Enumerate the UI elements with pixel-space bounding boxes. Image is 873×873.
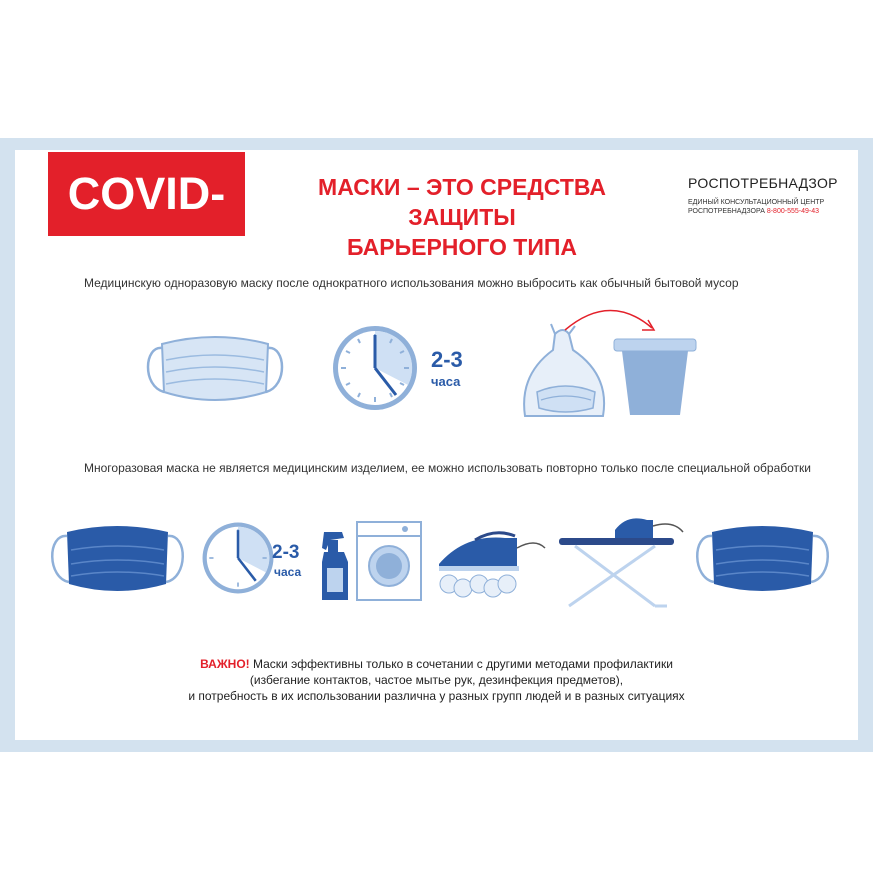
reusable-mask-icon-2	[690, 520, 835, 600]
org-subtitle	[688, 198, 848, 216]
time-value-2: 2-3	[272, 542, 300, 563]
org-sub1: ЕДИНЫЙ КОНСУЛЬТАЦИОННЫЙ ЦЕНТР	[688, 199, 825, 206]
reusable-mask-icon	[45, 520, 190, 600]
ironing-board-icon	[555, 510, 690, 610]
time-label-2	[270, 538, 316, 584]
important-note	[150, 656, 723, 704]
org-phone: 8-800-555-49-43	[766, 208, 819, 215]
headline-line1: МАСКИ – ЭТО СРЕДСТВА ЗАЩИТЫ	[318, 174, 606, 230]
note-line3: и потребность в их использовании различна у разных групп людей и в разных ситуациях	[188, 689, 685, 703]
section2-caption: Многоразовая маска не является медицинским изделием, ее можно использовать повторно только после специальной обработки	[84, 461, 811, 475]
bin-icon	[610, 335, 700, 420]
time-label-1	[425, 345, 475, 395]
headline-line2: БАРЬЕРНОГО ТИПА	[346, 234, 578, 260]
org-sub2: РОСПОТРЕБНАДЗОРА	[688, 208, 765, 215]
note-line1: Маски эффективны только в сочетании с другими методами профилактики	[253, 657, 673, 671]
org-name: РОСПОТРЕБНАДЗОР	[688, 175, 838, 191]
covid-badge: COVID-19	[48, 152, 245, 236]
note-strong: ВАЖНО!	[200, 657, 250, 671]
clock-icon-2	[200, 520, 276, 596]
spray-bottle-icon	[318, 528, 352, 602]
time-value-1: 2-3	[431, 347, 463, 372]
section1-caption: Медицинскую одноразовую маску после однократного использования можно выбросить как обычный бытовой мусор	[84, 276, 739, 290]
note-line2: (избегание контактов, частое мытье рук, дезинфекция предметов),	[249, 673, 624, 687]
washing-machine-icon	[355, 520, 423, 602]
disposal-arrow-icon	[560, 298, 670, 338]
org-block	[688, 175, 848, 216]
disposable-mask-icon	[140, 330, 290, 410]
clock-icon	[330, 323, 420, 413]
steam-iron-icon	[435, 528, 550, 600]
time-unit-2: часа	[274, 565, 302, 579]
time-unit-1: часа	[431, 374, 461, 389]
headline	[262, 172, 662, 262]
